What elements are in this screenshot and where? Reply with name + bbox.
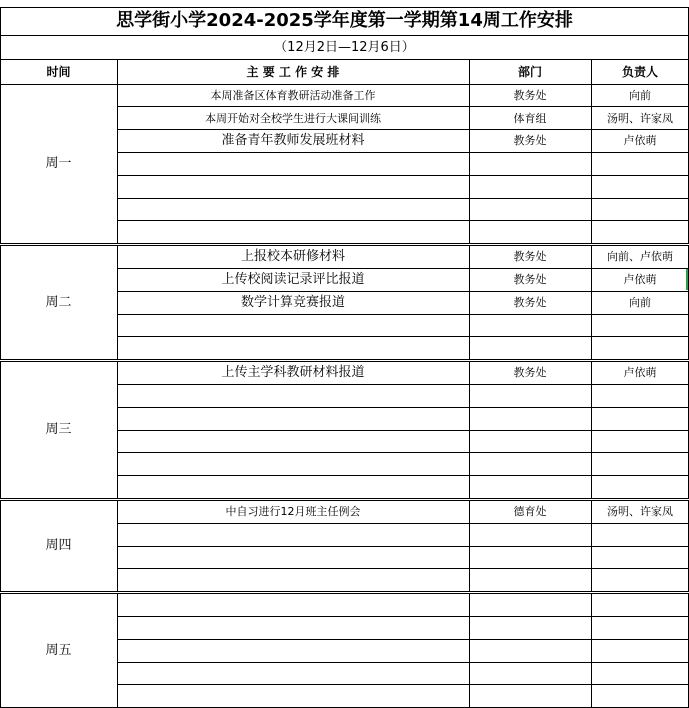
grid-line (117, 568, 689, 569)
grid-line (469, 594, 470, 708)
grid-line (0, 7, 689, 8)
grid-line (117, 84, 118, 244)
grid-line (117, 616, 689, 617)
task-cell[interactable] (117, 430, 469, 453)
owner-cell[interactable]: 卢依萌 (623, 366, 657, 380)
dept-cell[interactable] (469, 430, 591, 453)
grid-line (591, 362, 592, 499)
task-cell[interactable]: 上报校本研修材料 (240, 249, 345, 265)
grid-line (117, 152, 689, 153)
day-label-cell[interactable]: 周一 (45, 156, 72, 172)
task-cell[interactable]: 上传主学科教研材料报道 (221, 365, 365, 381)
dept-cell[interactable] (469, 662, 591, 685)
grid-line (0, 359, 689, 360)
dept-cell[interactable]: 教务处 (513, 134, 547, 148)
grid-line (0, 362, 1, 499)
owner-cell[interactable] (591, 476, 689, 499)
grid-line (0, 84, 1, 244)
grid-line (117, 523, 689, 524)
date-range[interactable]: （12月2日—12月6日） (274, 39, 415, 55)
grid-line (591, 594, 592, 708)
column-header-dept[interactable]: 部门 (517, 64, 542, 79)
task-cell[interactable] (117, 476, 469, 499)
dept-cell[interactable] (469, 175, 591, 198)
dept-cell[interactable] (469, 476, 591, 499)
grid-line (469, 59, 470, 84)
owner-cell[interactable]: 卢依萌 (623, 134, 657, 148)
owner-cell[interactable] (591, 152, 689, 175)
dept-cell[interactable]: 教务处 (513, 88, 547, 102)
owner-cell[interactable] (591, 407, 689, 430)
grid-line (469, 84, 470, 244)
task-cell[interactable] (117, 175, 469, 198)
grid-line (0, 500, 1, 591)
owner-cell[interactable]: 向前、卢依萌 (607, 250, 673, 264)
grid-line (0, 591, 689, 592)
grid-line (0, 243, 689, 244)
dept-cell[interactable] (469, 685, 591, 708)
task-cell[interactable]: 上传校阅读记录评比报道 (221, 272, 365, 288)
task-cell[interactable] (117, 594, 469, 617)
grid-line (591, 500, 592, 591)
day-label-cell[interactable]: 周四 (45, 538, 72, 554)
dept-cell[interactable] (469, 198, 591, 221)
grid-line (117, 500, 118, 591)
grid-line (117, 336, 689, 337)
owner-cell[interactable] (591, 384, 689, 407)
day-label-cell[interactable]: 周三 (45, 422, 72, 438)
task-cell[interactable] (117, 407, 469, 430)
task-cell[interactable]: 本周开始对全校学生进行大课间训练 (205, 111, 381, 125)
day-label-cell[interactable]: 周二 (45, 295, 72, 311)
grid-line (0, 594, 1, 708)
grid-line (117, 59, 118, 84)
grid-line (117, 546, 689, 547)
column-header-time[interactable]: 时间 (46, 64, 71, 79)
dept-cell[interactable] (469, 453, 591, 476)
owner-cell[interactable] (591, 453, 689, 476)
owner-cell[interactable] (591, 430, 689, 453)
grid-line (117, 362, 118, 499)
task-cell[interactable] (117, 523, 469, 546)
owner-cell[interactable] (591, 198, 689, 221)
owner-cell[interactable] (591, 594, 689, 617)
task-cell[interactable] (117, 337, 469, 360)
grid-line (117, 220, 689, 221)
dept-cell[interactable]: 体育组 (513, 111, 547, 125)
task-cell[interactable] (117, 616, 469, 639)
dept-cell[interactable] (469, 384, 591, 407)
task-cell[interactable] (117, 685, 469, 708)
grid-line (117, 594, 118, 708)
dept-cell[interactable] (469, 314, 591, 337)
grid-line (117, 246, 118, 360)
grid-line (591, 84, 592, 244)
owner-cell[interactable]: 汤明、许家凤 (607, 111, 673, 125)
grid-line (469, 246, 470, 360)
grid-line (117, 430, 689, 431)
task-cell[interactable] (117, 453, 469, 476)
owner-cell[interactable]: 卢依萌 (623, 273, 657, 287)
owner-cell[interactable]: 向前 (629, 88, 651, 102)
owner-cell[interactable] (591, 175, 689, 198)
sheet-title[interactable]: 思学街小学2024-2025学年度第一学期第14周工作安排 (116, 10, 573, 31)
grid-line (0, 7, 1, 84)
task-cell[interactable]: 本周准备区体育教研活动准备工作 (210, 88, 376, 102)
grid-line (469, 500, 470, 591)
dept-cell[interactable] (469, 639, 591, 662)
task-cell[interactable] (117, 221, 469, 244)
column-header-work[interactable]: 主 要 工 作 安 排 (246, 64, 340, 79)
dept-cell[interactable] (469, 616, 591, 639)
grid-line (117, 684, 689, 685)
grid-line (117, 291, 689, 292)
grid-line (117, 314, 689, 315)
grid-line (117, 407, 689, 408)
task-cell[interactable]: 中自习进行12月班主任例会 (225, 505, 361, 519)
column-header-owner[interactable]: 负责人 (621, 64, 658, 79)
owner-cell[interactable] (591, 639, 689, 662)
dept-cell[interactable] (469, 569, 591, 592)
grid-line (469, 362, 470, 499)
owner-cell[interactable] (591, 546, 689, 569)
dept-cell[interactable] (469, 221, 591, 244)
dept-cell[interactable]: 教务处 (513, 273, 547, 287)
grid-line (117, 106, 689, 107)
dept-cell[interactable]: 教务处 (513, 296, 547, 310)
dept-cell[interactable] (469, 152, 591, 175)
task-cell[interactable] (117, 384, 469, 407)
owner-cell[interactable] (591, 616, 689, 639)
task-cell[interactable] (117, 152, 469, 175)
task-cell[interactable] (117, 569, 469, 592)
dept-cell[interactable] (469, 523, 591, 546)
owner-cell[interactable] (591, 337, 689, 360)
task-cell[interactable] (117, 546, 469, 569)
grid-line (117, 475, 689, 476)
owner-cell[interactable] (591, 685, 689, 708)
grid-line (117, 452, 689, 453)
grid-line (591, 59, 592, 84)
task-cell[interactable] (117, 662, 469, 685)
owner-cell[interactable] (591, 221, 689, 244)
grid-line (0, 35, 689, 36)
grid-line (117, 662, 689, 663)
dept-cell[interactable]: 德育处 (513, 505, 547, 519)
dept-cell[interactable] (469, 546, 591, 569)
owner-cell[interactable] (591, 523, 689, 546)
task-cell[interactable]: 准备青年教师发展班材料 (221, 133, 365, 149)
task-cell[interactable] (117, 198, 469, 221)
grid-line (591, 246, 592, 360)
day-label-cell[interactable]: 周五 (45, 643, 72, 659)
grid-line (117, 639, 689, 640)
owner-cell[interactable]: 汤明、许家凤 (607, 505, 673, 519)
grid-line (0, 59, 689, 60)
owner-cell[interactable] (591, 314, 689, 337)
task-cell[interactable]: 数学计算竞赛报道 (240, 295, 345, 311)
dept-cell[interactable]: 教务处 (513, 250, 547, 264)
grid-line (117, 268, 689, 269)
task-cell[interactable] (117, 314, 469, 337)
task-cell[interactable] (117, 639, 469, 662)
grid-line (117, 198, 689, 199)
grid-line (117, 129, 689, 130)
grid-line (0, 246, 1, 360)
grid-line (117, 175, 689, 176)
owner-cell[interactable] (591, 662, 689, 685)
grid-line (0, 498, 689, 499)
dept-cell[interactable] (469, 407, 591, 430)
grid-line (117, 384, 689, 385)
owner-cell[interactable]: 向前 (629, 296, 651, 310)
dept-cell[interactable]: 教务处 (513, 366, 547, 380)
dept-cell[interactable] (469, 594, 591, 617)
dept-cell[interactable] (469, 337, 591, 360)
owner-cell[interactable] (591, 569, 689, 592)
